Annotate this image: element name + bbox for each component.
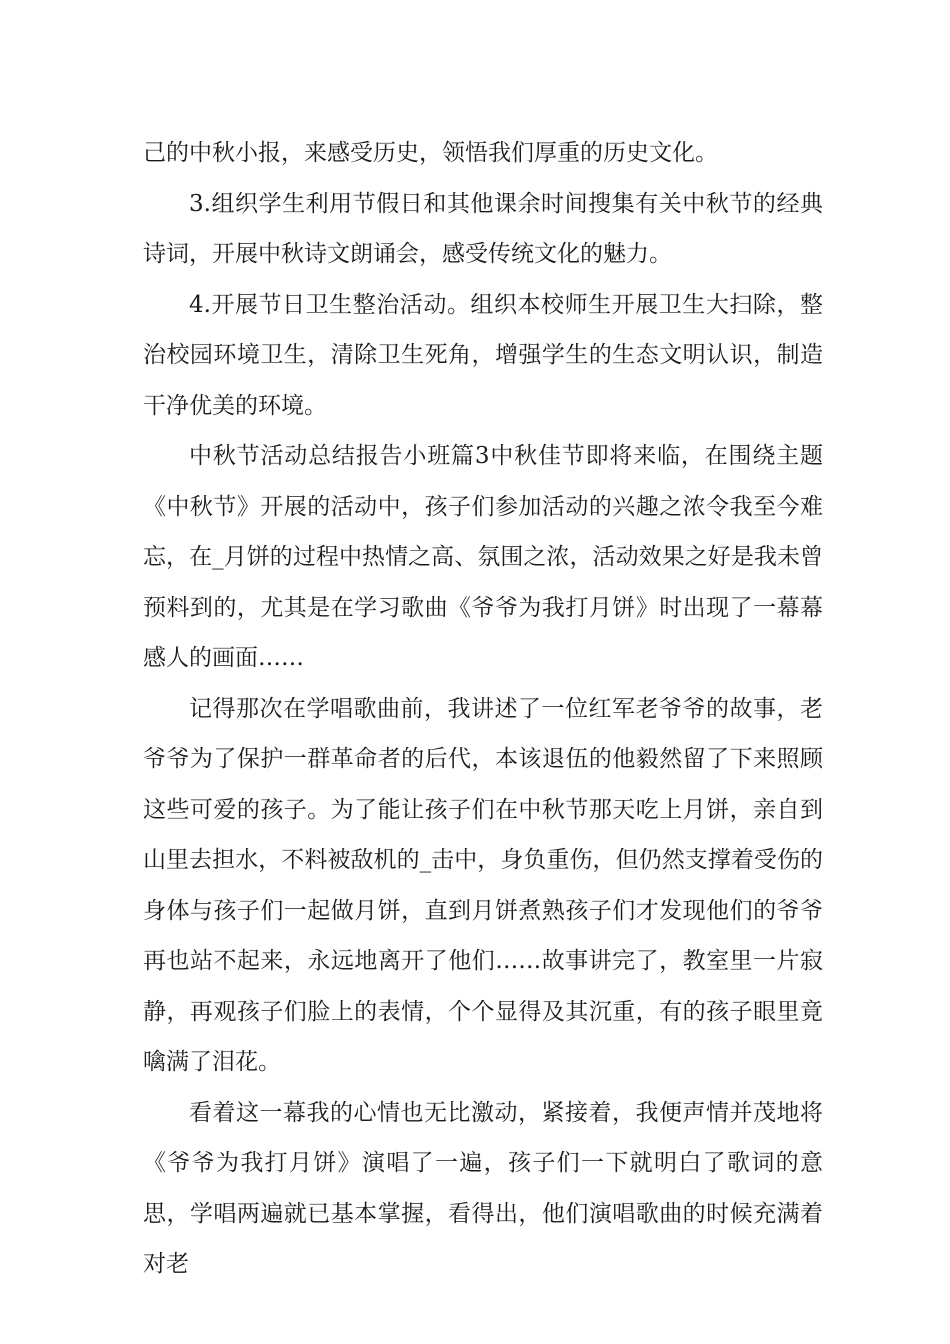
body-text	[143, 128, 823, 1290]
paragraph-continued: 己的中秋小报，来感受历史，领悟我们厚重的历史文化。	[143, 140, 718, 166]
paragraph-song: 看着这一幕我的心情也无比激动，紧接着，我便声情并茂地将《爷爷为我打月饼》演唱了一遍，孩子们一下就明白了歌词的意思，学唱两遍就已基本掌握，看得出，他们演唱歌曲的时候充满着对老	[143, 1099, 823, 1277]
paragraph-item-4: 4.开展节日卫生整治活动。组织本校师生开展卫生大扫除，整治校园环境卫生，清除卫生死角，增强学生的生态文明认识，制造干净优美的环境。	[143, 291, 823, 419]
paragraph-article-intro: 中秋节活动总结报告小班篇3中秋佳节即将来临，在围绕主题《中秋节》开展的活动中，孩子们参加活动的兴趣之浓令我至今难忘，在_月饼的过程中热情之高、氛围之浓，活动效果之好是我未曾预料到的，尤其是在学习歌曲《爷爷为我打月饼》时出现了一幕幕感人的画面……	[143, 443, 823, 671]
paragraph-item-3: 3.组织学生利用节假日和其他课余时间搜集有关中秋节的经典诗词，开展中秋诗文朗诵会，感受传统文化的魅力。	[143, 190, 823, 267]
paragraph-story: 记得那次在学唱歌曲前，我讲述了一位红军老爷爷的故事，老爷爷为了保护一群革命者的后代，本该退伍的他毅然留了下来照顾这些可爱的孩子。为了能让孩子们在中秋节那天吃上月饼，亲自到山里去担水，不料被敌机的_击中，身负重伤，但仍然支撑着受伤的身体与孩子们一起做月饼，直到月饼煮熟孩子们才发现他们的爷爷再也站不起来，永远地离开了他们……故事讲完了，教室里一片寂静，再观孩子们脸上的表情，个个显得及其沉重，有的孩子眼里竟噙满了泪花。	[143, 695, 823, 1075]
